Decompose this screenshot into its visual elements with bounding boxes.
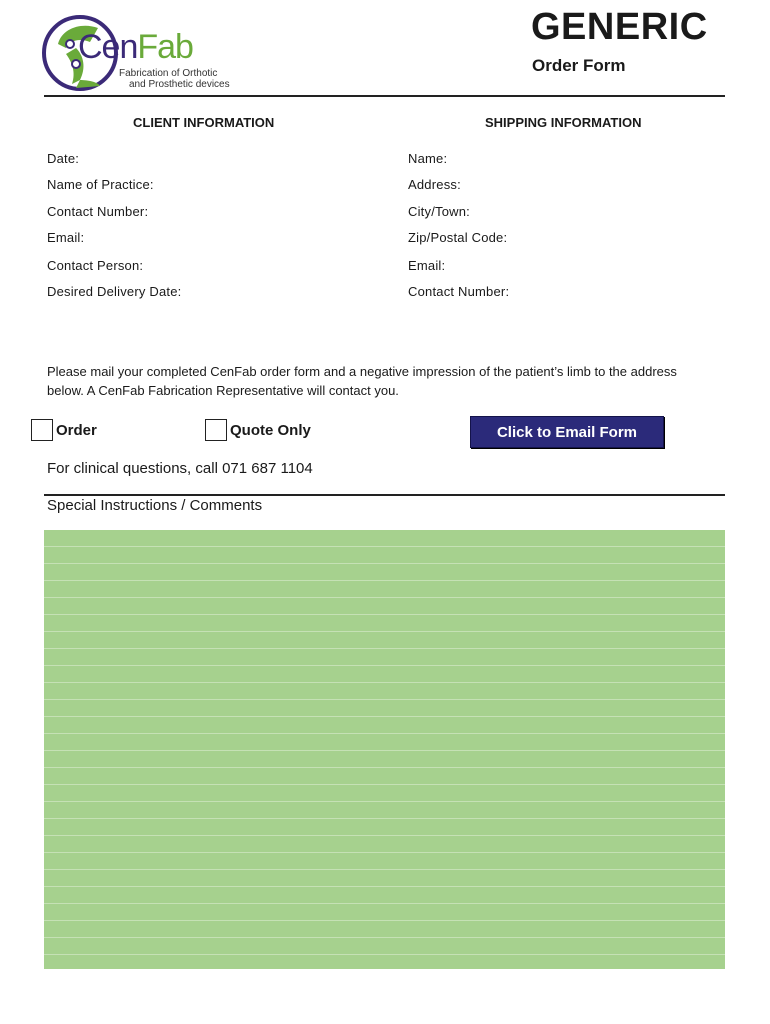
client-email-field[interactable]: Email: [47, 230, 85, 245]
client-delivery-date-field[interactable]: Desired Delivery Date: [47, 284, 182, 299]
client-practice-field[interactable]: Name of Practice: [47, 177, 154, 192]
comments-divider [44, 494, 725, 496]
logo-tagline [119, 68, 239, 90]
page-subtitle: Order Form [532, 56, 626, 75]
client-contact-person-field[interactable]: Contact Person: [47, 258, 144, 273]
logo-name-fab: Fab [137, 28, 193, 66]
header-divider [44, 95, 725, 97]
logo-tagline-line1: Fabrication of Orthotic [119, 68, 218, 79]
quote-only-option[interactable] [205, 419, 311, 441]
client-contact-number-field[interactable]: Contact Number: [47, 204, 149, 219]
shipping-name-field[interactable]: Name: [408, 151, 448, 166]
email-form-button[interactable]: Click to Email Form [470, 416, 664, 448]
logo-name-cen: Cen [78, 28, 138, 66]
client-info-heading: CLIENT INFORMATION [133, 115, 275, 130]
page-title: GENERIC [531, 6, 708, 48]
shipping-address-field[interactable]: Address: [408, 177, 461, 192]
quote-only-checkbox[interactable] [205, 419, 227, 441]
comments-textarea[interactable] [44, 530, 725, 969]
logo-tagline-line2: and Prosthetic devices [129, 79, 230, 90]
mailing-instructions: Please mail your completed CenFab order form and a negative impression of the patient’s limb to the address below. A CenFab Fabrication Representative will contact you. [47, 364, 677, 398]
shipping-email-field[interactable]: Email: [408, 258, 446, 273]
shipping-zip-field[interactable]: Zip/Postal Code: [408, 230, 508, 245]
clinical-contact-line: For clinical questions, call 071 687 1104 [47, 460, 313, 477]
client-date-field[interactable]: Date: [47, 151, 80, 166]
shipping-contact-number-field[interactable]: Contact Number: [408, 284, 510, 299]
quote-only-label: Quote Only [230, 421, 311, 439]
comments-label: Special Instructions / Comments [47, 497, 263, 514]
order-option[interactable] [31, 419, 97, 441]
order-checkbox[interactable] [31, 419, 53, 441]
shipping-city-field[interactable]: City/Town: [408, 204, 470, 219]
shipping-info-heading: SHIPPING INFORMATION [485, 115, 642, 130]
order-label: Order [56, 421, 97, 439]
